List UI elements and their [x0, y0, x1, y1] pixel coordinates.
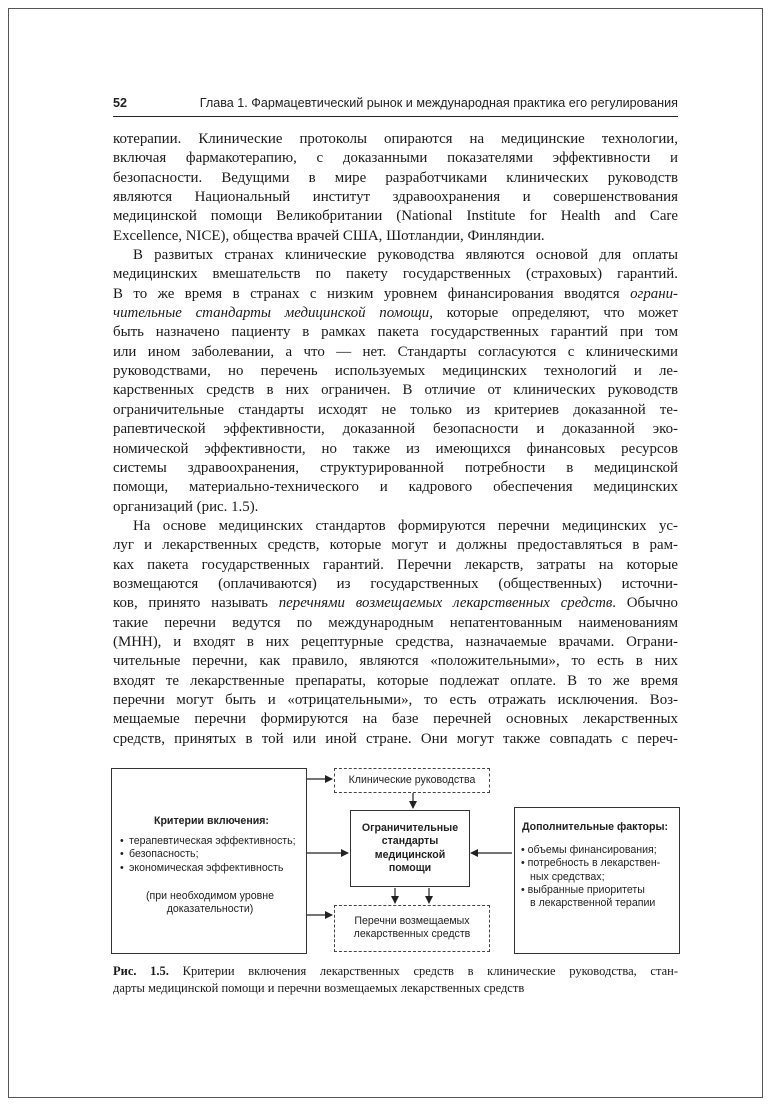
text-line: ках пакета государственных гарантий. Перечни лекарств, затраты на которые: [113, 556, 678, 573]
chapter-title: Глава 1. Фармацевтический рынок и международная практика его регулирования: [199, 96, 678, 110]
text-line: возмещаются (оплачиваются) из государственных (общественных) источни-: [113, 575, 678, 592]
text-line: ограничительные стандарты исходят не только из критериев доказанной те-: [113, 401, 678, 418]
text-line: карственных средств в них ограничен. В отличие от клинических руководств: [113, 382, 678, 399]
text-line: безопасности. Ведущими в мире разработчиками клинических руководств: [113, 169, 678, 186]
list-item-text: выбранные приоритеты: [527, 883, 645, 896]
body-text: [113, 130, 678, 749]
standards-line: стандарты: [381, 835, 439, 848]
standards-line: помощи: [388, 861, 432, 874]
list-item-text: объемы финансирования;: [527, 844, 657, 856]
text-line: [113, 594, 678, 613]
text-line: являются Национальный институт здравоохранения и совершенствования: [113, 189, 678, 206]
text-line: Excellence, NICE), общества врачей США, Шотландии, Финляндии.: [113, 227, 545, 244]
text-segment: , которые определяют, что может: [429, 305, 678, 322]
text-line: включая фармакотерапию, с доказанными показателями эффективности и: [113, 150, 678, 167]
text-line: [113, 304, 678, 323]
emphasis: ограни-: [630, 285, 678, 302]
inclusion-criteria-box: [111, 768, 307, 954]
text-line: руководствами, но перечень используемых медицинских технологий и ле-: [113, 363, 678, 380]
reimbursement-lists-box: [334, 905, 490, 952]
caption-line: [113, 963, 678, 980]
caption-line: дарты медицинской помощи и перечни возмещаемых лекарственных средств: [113, 981, 525, 995]
caption-label: Рис. 1.5.: [113, 964, 169, 978]
evidence-note-line: доказательности): [166, 903, 254, 915]
text-line: системы здравоохранения, структурированной потребности в медицинской: [113, 459, 678, 476]
lists-line: лекарственных средств: [353, 928, 471, 941]
standards-line: медицинской: [374, 848, 446, 861]
text-line: помощи, материально-технического и кадрового обеспечения медицинских: [113, 479, 678, 496]
text-segment: ков, принято называть: [113, 595, 279, 612]
additional-factors-title: Дополнительные факторы:: [522, 821, 669, 833]
text-line: средств, принятых в той или иной стране. Они могут также совпадать с переч-: [113, 730, 678, 747]
text-line: или ином заболевании, а что — нет. Стандарты согласуются с клиническими: [113, 343, 678, 360]
text-line: [113, 285, 678, 304]
restrictive-standards-box: [350, 810, 470, 887]
list-item-text: потребность в лекарствен-: [527, 857, 661, 870]
text-line: луг и лекарственных средств, которые могут и должны предоставляться в рам-: [113, 537, 678, 554]
list-item: • объемы финансирования;: [521, 844, 657, 856]
text-segment: В то же время в странах с низким уровнем финансирования вводятся: [113, 285, 631, 302]
list-item: • безопасность;: [120, 848, 296, 861]
text-line: такие перечни ведутся по международным непатентованным наименованиям: [113, 614, 678, 631]
text-line: (МНН), и входят в них рецептурные средства, назначаемые врачами. Ограни-: [113, 633, 678, 650]
text-line: котерапии. Клинические протоколы опираются на медицинские технологии,: [113, 131, 678, 147]
evidence-note-line: (при необходимом уровне: [145, 890, 275, 902]
text-line: номической эффективности, но также из имеющихся финансовых ресурсов: [113, 440, 678, 457]
inclusion-criteria-title: Критерии включения:: [154, 815, 269, 827]
page-number: 52: [113, 96, 128, 110]
text-line: мещаемые перечни формируются на базе перечней основных лекарственных: [113, 711, 678, 728]
inclusion-criteria-list: [120, 835, 296, 875]
text-line: быть назначено пациенту в рамках пакета государственных гарантий при том: [113, 324, 678, 341]
figure-caption: [113, 963, 678, 997]
text-line: медицинских вмешательств по пакету государственных (страховых) гарантий.: [113, 266, 678, 283]
running-head: [113, 94, 678, 117]
text-line: медицинской помощи Великобритании (National Institute for Health and Care: [113, 208, 678, 225]
emphasis: чительные стандарты медицинской помощи: [113, 305, 430, 322]
additional-factors-box: [514, 807, 680, 954]
text-line: организаций (рис. 1.5).: [113, 498, 259, 515]
list-item: • экономическая эффективность: [120, 862, 296, 875]
list-item-continuation: ных средствах;: [530, 870, 605, 883]
text-line: В развитых странах клинические руководства являются основой для оплаты: [133, 247, 678, 264]
lists-line: Перечни возмещаемых: [354, 915, 470, 927]
caption-text: Критерии включения лекарственных средств в клинические руководства, стан-: [168, 964, 678, 978]
list-item: • потребность в лекарствен-: [521, 857, 661, 870]
text-line: входят те лекарственные препараты, которые подлежат оплате. В то же время: [113, 672, 678, 689]
text-line: перечни могут быть и «отрицательными», то есть отражать исключения. Воз-: [113, 691, 678, 708]
standards-line: Ограничительные: [361, 822, 459, 834]
list-item: • терапевтическая эффективность;: [120, 835, 296, 848]
emphasis: перечнями возмещаемых лекарственных средств: [278, 595, 613, 612]
text-line: На основе медицинских стандартов формируются перечни медицинских ус-: [133, 517, 678, 534]
clinical-guidelines-box: Клинические руководства: [334, 768, 490, 793]
text-line: чительные перечни, как правило, являются «положительными», то есть в них: [113, 653, 678, 670]
list-item-continuation: в лекарственной терапии: [530, 897, 656, 910]
text-segment: . Обычно: [612, 595, 678, 612]
additional-factors-list: [521, 844, 677, 910]
list-item: • выбранные приоритеты: [521, 883, 645, 896]
figure-1-5-diagram: [105, 762, 683, 962]
text-line: рапевтической эффективности, доказанной безопасности и доказанной эко-: [113, 421, 678, 438]
